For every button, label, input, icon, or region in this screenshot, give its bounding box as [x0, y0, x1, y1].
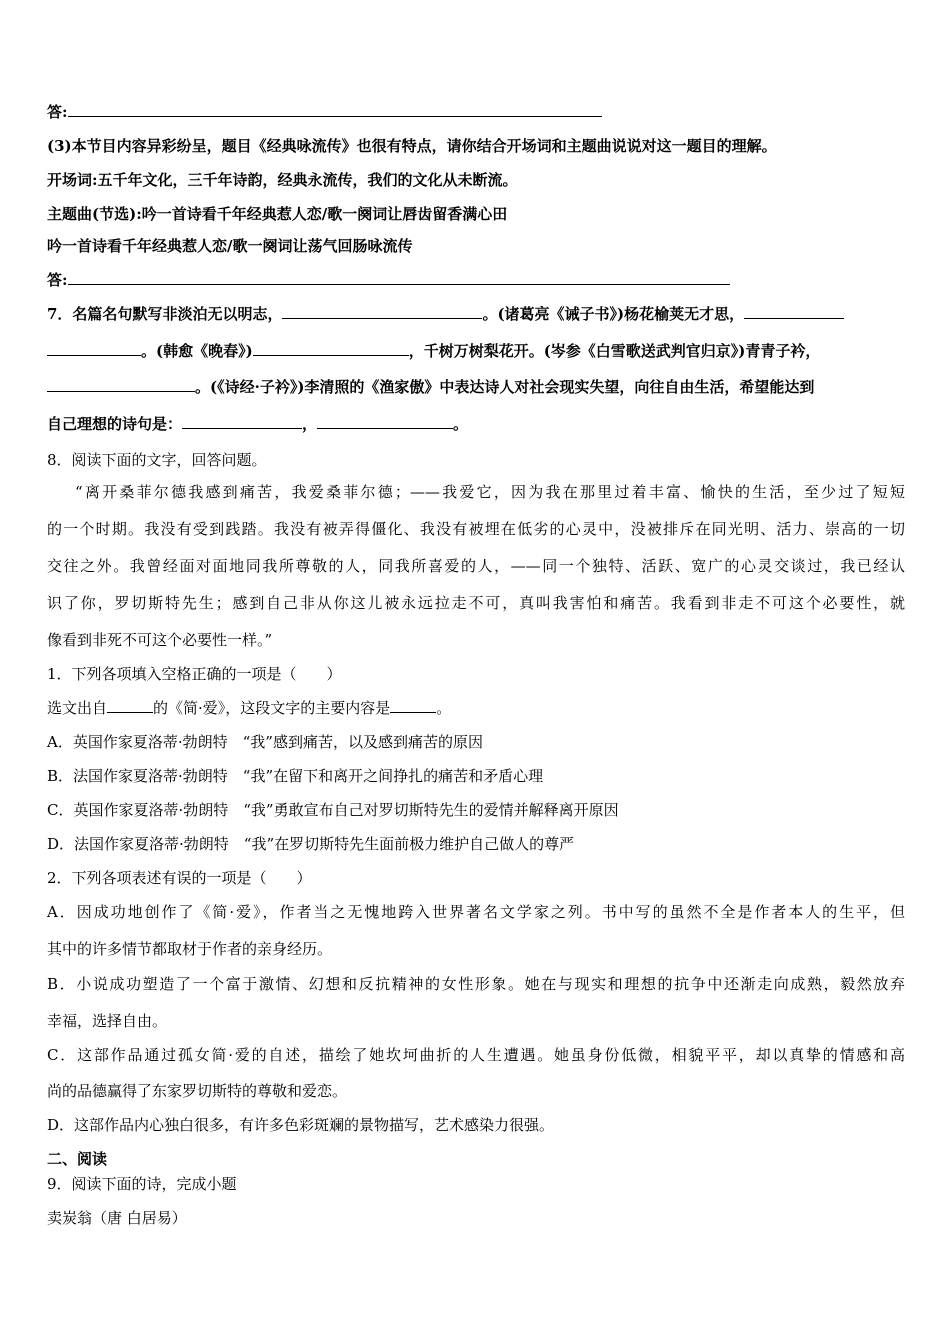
answer-label: 答: — [47, 271, 68, 289]
option-c-line-2: 尚的品德赢得了东家罗切斯特的尊敬和爱恋。 — [47, 1082, 348, 1100]
q7-text: ， — [302, 415, 318, 433]
theme-song-line-2: 吟一首诗看千年经典惹人恋/歌一阕词让荡气回肠咏流传 — [47, 237, 413, 255]
question-9-prompt: 9．阅读下面的诗，完成小题 — [47, 1175, 237, 1193]
stem-text: 的《简·爱》，这段文字的主要内容是 — [153, 699, 391, 717]
fill-blank[interactable] — [390, 698, 436, 713]
answer-blank[interactable] — [68, 270, 730, 285]
option-b-line-2: 幸福，选择自由。 — [47, 1012, 168, 1030]
q7-text: ，千树万树梨花开。(岑参《白雪歌送武判官归京》)青青子衿， — [408, 342, 821, 360]
opening-words: 开场词:五千年文化，三千年诗韵，经典永流传，我们的文化从未断流。 — [47, 171, 518, 189]
section-heading: 二、阅读 — [47, 1150, 108, 1168]
q7-text: 。(诸葛亮《诫子书》)杨花榆荚无才思， — [482, 305, 745, 323]
poem-title: 卖炭翁（唐 白居易） — [47, 1209, 187, 1227]
answer-line-2 — [47, 270, 730, 290]
fill-blank[interactable] — [744, 304, 844, 319]
q7-text: 自己理想的诗句是： — [47, 415, 183, 433]
q7-text: 。 — [453, 415, 469, 433]
fill-blank[interactable] — [317, 414, 453, 429]
question-8-prompt: 8．阅读下面的文字，回答问题。 — [47, 451, 267, 469]
option-d[interactable]: D．法国作家夏洛蒂·勃朗特 “我”在罗切斯特先生面前极力维护自己做人的尊严 — [47, 835, 575, 853]
question-7-line-4 — [47, 414, 468, 434]
option-b-line-1[interactable]: B．小说成功塑造了一个富于激情、幻想和反抗精神的女性形象。她在与现实和理想的抗争中还渐走向成熟，毅然放弃 — [47, 975, 905, 993]
fill-blank[interactable] — [47, 377, 195, 392]
question-3-prompt: (3)本节目内容异彩纷呈，题目《经典咏流传》也很有特点，请你结合开场词和主题曲说说对这一题目的理解。 — [47, 137, 777, 155]
option-a-line-2: 其中的许多情节都取材于作者的亲身经历。 — [47, 940, 333, 958]
option-c[interactable]: C．英国作家夏洛蒂·勃朗特 “我”勇敢宣布自己对罗切斯特先生的爱情并解释离开原因 — [47, 801, 619, 819]
answer-blank[interactable] — [68, 102, 602, 117]
q7-text: 。(韩愈《晚春》) — [141, 342, 253, 360]
question-7-line-3 — [47, 377, 814, 397]
stem-text: 选文出自 — [47, 699, 108, 717]
subquestion-1: 1．下列各项填入空格正确的一项是（ ） — [47, 665, 342, 683]
stem-text: 。 — [436, 699, 452, 717]
answer-line-1 — [47, 102, 602, 122]
passage-line-5: 像看到非死不可这个必要性一样。” — [47, 631, 273, 649]
fill-blank[interactable] — [47, 341, 141, 356]
subquestion-1-stem — [47, 698, 451, 718]
theme-song-line-1: 主题曲(节选):吟一首诗看千年经典惹人恋/歌一阕词让唇齿留香满心田 — [47, 205, 508, 223]
option-c-line-1[interactable]: C．这部作品通过孤女简·爱的自述，描绘了她坎坷曲折的人生遭遇。她虽身份低微，相貌平平，却以真挚的情感和高 — [47, 1046, 905, 1064]
passage-line-4: 识了你，罗切斯特先生；感到自己非从你这儿被永远拉走不可，真叫我害怕和痛苦。我看到非走不可这个必要性，就 — [47, 594, 905, 612]
option-a-line-1[interactable]: A．因成功地创作了《简·爱》，作者当之无愧地跨入世界著名文学家之列。书中写的虽然不全是作者本人的生平，但 — [47, 903, 905, 921]
q7-text: 。(《诗经·子衿》)李清照的《渔家傲》中表达诗人对社会现实失望，向往自由生活，希望能达到 — [195, 378, 815, 396]
passage-line-3: 交往之外。我曾经面对面地同我所尊敬的人，同我所喜爱的人，——同一个独特、活跃、宽广的心灵交谈过，我已经认 — [47, 557, 905, 575]
fill-blank[interactable] — [253, 341, 409, 356]
passage-line-2: 的一个时期。我没有受到践踏。我没有被弄得僵化、我没有被埋在低劣的心灵中，没被排斥在同光明、活力、崇高的一切 — [47, 520, 905, 538]
option-d-text[interactable]: D．这部作品内心独白很多，有许多色彩斑斓的景物描写，艺术感染力很强。 — [47, 1116, 555, 1134]
subquestion-2: 2．下列各项表述有误的一项是（ ） — [47, 869, 312, 887]
answer-label: 答: — [47, 103, 68, 121]
option-a[interactable]: A．英国作家夏洛蒂·勃朗特 “我”感到痛苦，以及感到痛苦的原因 — [47, 733, 483, 751]
fill-blank[interactable] — [182, 414, 302, 429]
fill-blank[interactable] — [282, 304, 482, 319]
passage-line-1: “离开桑菲尔德我感到痛苦，我爱桑菲尔德；——我爱它，因为我在那里过着丰富、愉快的生活，至少过了短短 — [75, 483, 905, 501]
fill-blank[interactable] — [107, 698, 153, 713]
question-7-line-1 — [47, 304, 844, 324]
question-7-line-2 — [47, 341, 820, 361]
q7-text: 7．名篇名句默写非淡泊无以明志， — [47, 305, 283, 323]
option-b[interactable]: B．法国作家夏洛蒂·勃朗特 “我”在留下和离开之间挣扎的痛苦和矛盾心理 — [47, 767, 544, 785]
